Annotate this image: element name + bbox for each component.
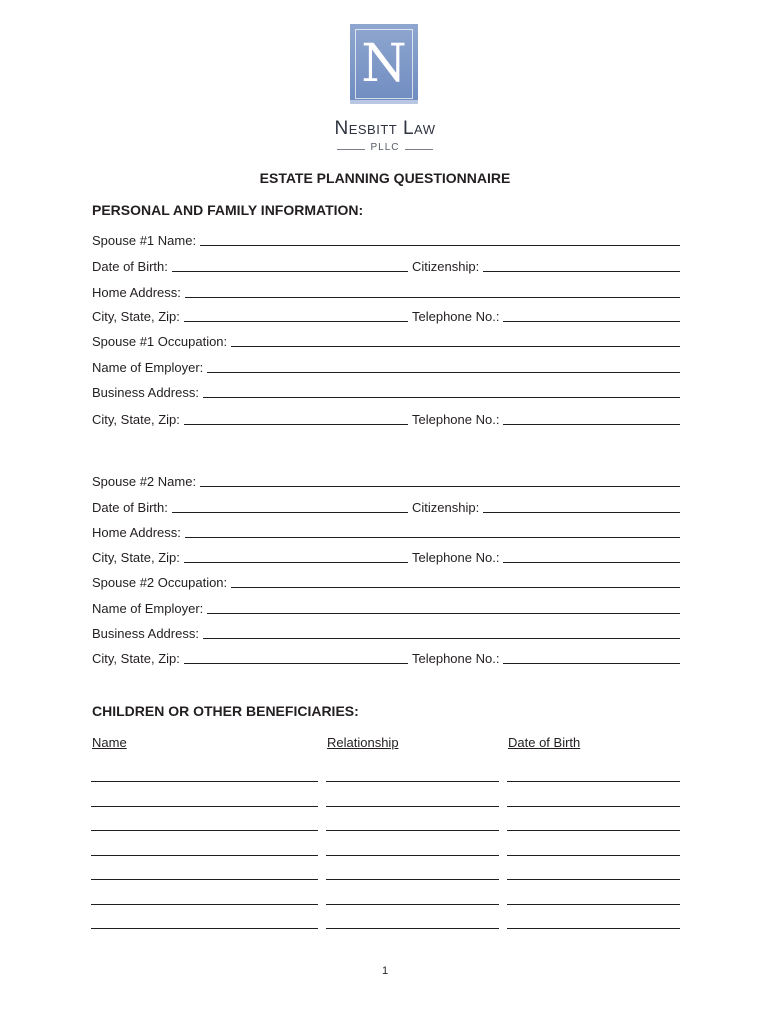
- spouse2-citizenship-label: Citizenship:: [412, 500, 480, 515]
- spouse1-dob-label: Date of Birth:: [92, 259, 168, 274]
- firm-suffix-dash-left: [337, 149, 365, 150]
- column-header-relationship: Relationship: [327, 735, 399, 750]
- spouse1-name-label: Spouse #1 Name:: [92, 233, 197, 248]
- spouse2-business-city-label: City, State, Zip:: [92, 651, 180, 666]
- spouse1-business-city-label: City, State, Zip:: [92, 412, 180, 427]
- spouse2-city-field[interactable]: [184, 562, 408, 563]
- spouse1-citizenship-field[interactable]: [483, 271, 680, 272]
- spouse1-business-telephone-field[interactable]: [503, 424, 680, 425]
- spouse1-name-row: [92, 232, 680, 248]
- spouse2-home-address-row: [92, 524, 680, 540]
- spouse1-citizenship-label: Citizenship:: [412, 259, 480, 274]
- firm-name: Nesbitt Law: [334, 118, 436, 139]
- spouse1-business-city-field[interactable]: [184, 424, 408, 425]
- spouse1-dob-field[interactable]: [172, 271, 408, 272]
- spouse1-telephone-field[interactable]: [503, 321, 680, 322]
- spouse2-city-label: City, State, Zip:: [92, 550, 180, 565]
- spouse2-dob-row: [92, 499, 680, 515]
- spouse1-telephone-label: Telephone No.:: [412, 309, 500, 324]
- firm-suffix-wrap: [335, 142, 435, 156]
- beneficiary-name-field[interactable]: [91, 806, 318, 807]
- spouse2-occupation-field[interactable]: [231, 587, 680, 588]
- beneficiary-dob-field[interactable]: [507, 879, 680, 880]
- beneficiary-relationship-field[interactable]: [326, 830, 499, 831]
- beneficiary-name-field[interactable]: [91, 928, 318, 929]
- spouse2-name-row: [92, 473, 680, 489]
- spouse1-business-telephone-label: Telephone No.:: [412, 412, 500, 427]
- spouse2-business-city-row: [92, 650, 680, 666]
- spouse1-business-address-row: [92, 384, 680, 400]
- spouse2-home-address-label: Home Address:: [92, 525, 181, 540]
- section-heading-children: CHILDREN OR OTHER BENEFICIARIES:: [92, 703, 359, 719]
- spouse2-employer-label: Name of Employer:: [92, 601, 204, 616]
- spouse1-city-field[interactable]: [184, 321, 408, 322]
- spouse1-city-label: City, State, Zip:: [92, 309, 180, 324]
- spouse1-home-address-field[interactable]: [185, 297, 680, 298]
- spouse2-business-address-field[interactable]: [203, 638, 680, 639]
- firm-suffix: PLLC: [370, 142, 400, 153]
- spouse2-dob-field[interactable]: [172, 512, 408, 513]
- beneficiary-name-field[interactable]: [91, 879, 318, 880]
- beneficiary-dob-field[interactable]: [507, 928, 680, 929]
- spouse1-occupation-field[interactable]: [231, 346, 680, 347]
- firm-logo: [350, 24, 418, 104]
- spouse2-telephone-field[interactable]: [503, 562, 680, 563]
- spouse2-business-city-field[interactable]: [184, 663, 408, 664]
- spouse2-employer-row: [92, 600, 680, 616]
- spouse1-name-field[interactable]: [200, 245, 680, 246]
- spouse1-business-address-field[interactable]: [203, 397, 680, 398]
- spouse2-name-field[interactable]: [200, 486, 680, 487]
- spouse1-employer-row: [92, 359, 680, 375]
- column-header-date-of-birth: Date of Birth: [508, 735, 581, 750]
- spouse2-dob-label: Date of Birth:: [92, 500, 168, 515]
- spouse2-business-telephone-field[interactable]: [503, 663, 680, 664]
- beneficiary-dob-field[interactable]: [507, 904, 680, 905]
- spouse2-occupation-label: Spouse #2 Occupation:: [92, 575, 228, 590]
- spouse2-occupation-row: [92, 574, 680, 590]
- spouse2-business-address-label: Business Address:: [92, 626, 199, 641]
- beneficiary-name-field[interactable]: [91, 904, 318, 905]
- spouse1-employer-label: Name of Employer:: [92, 360, 204, 375]
- beneficiary-dob-field[interactable]: [507, 830, 680, 831]
- column-header-name: Name: [92, 735, 127, 750]
- beneficiary-dob-field[interactable]: [507, 781, 680, 782]
- spouse2-business-telephone-label: Telephone No.:: [412, 651, 500, 666]
- section-heading-personal: PERSONAL AND FAMILY INFORMATION:: [92, 202, 364, 218]
- page-number: 1: [381, 965, 389, 977]
- spouse2-home-address-field[interactable]: [185, 537, 680, 538]
- spouse1-employer-field[interactable]: [207, 372, 680, 373]
- beneficiary-relationship-field[interactable]: [326, 928, 499, 929]
- beneficiary-relationship-field[interactable]: [326, 904, 499, 905]
- document-title: ESTATE PLANNING QUESTIONNAIRE: [259, 170, 511, 186]
- beneficiary-dob-field[interactable]: [507, 855, 680, 856]
- beneficiary-dob-field[interactable]: [507, 806, 680, 807]
- spouse1-dob-row: [92, 258, 680, 274]
- beneficiary-name-field[interactable]: [91, 830, 318, 831]
- firm-suffix-dash-right: [405, 149, 433, 150]
- spouse1-city-row: [92, 308, 680, 324]
- beneficiary-name-field[interactable]: [91, 855, 318, 856]
- spouse2-telephone-label: Telephone No.:: [412, 550, 500, 565]
- logo-letter: N: [361, 34, 407, 94]
- spouse1-business-city-row: [92, 411, 680, 427]
- spouse2-citizenship-field[interactable]: [483, 512, 680, 513]
- spouse2-name-label: Spouse #2 Name:: [92, 474, 197, 489]
- spouse2-city-row: [92, 549, 680, 565]
- logo-stripe: [350, 100, 418, 104]
- beneficiary-relationship-field[interactable]: [326, 855, 499, 856]
- beneficiary-relationship-field[interactable]: [326, 806, 499, 807]
- spouse2-employer-field[interactable]: [207, 613, 680, 614]
- spouse1-business-address-label: Business Address:: [92, 385, 199, 400]
- spouse2-business-address-row: [92, 625, 680, 641]
- spouse1-occupation-row: [92, 333, 680, 349]
- beneficiary-relationship-field[interactable]: [326, 879, 499, 880]
- spouse1-home-address-row: [92, 284, 680, 300]
- spouse1-home-address-label: Home Address:: [92, 285, 181, 300]
- beneficiary-name-field[interactable]: [91, 781, 318, 782]
- beneficiary-relationship-field[interactable]: [326, 781, 499, 782]
- spouse1-occupation-label: Spouse #1 Occupation:: [92, 334, 228, 349]
